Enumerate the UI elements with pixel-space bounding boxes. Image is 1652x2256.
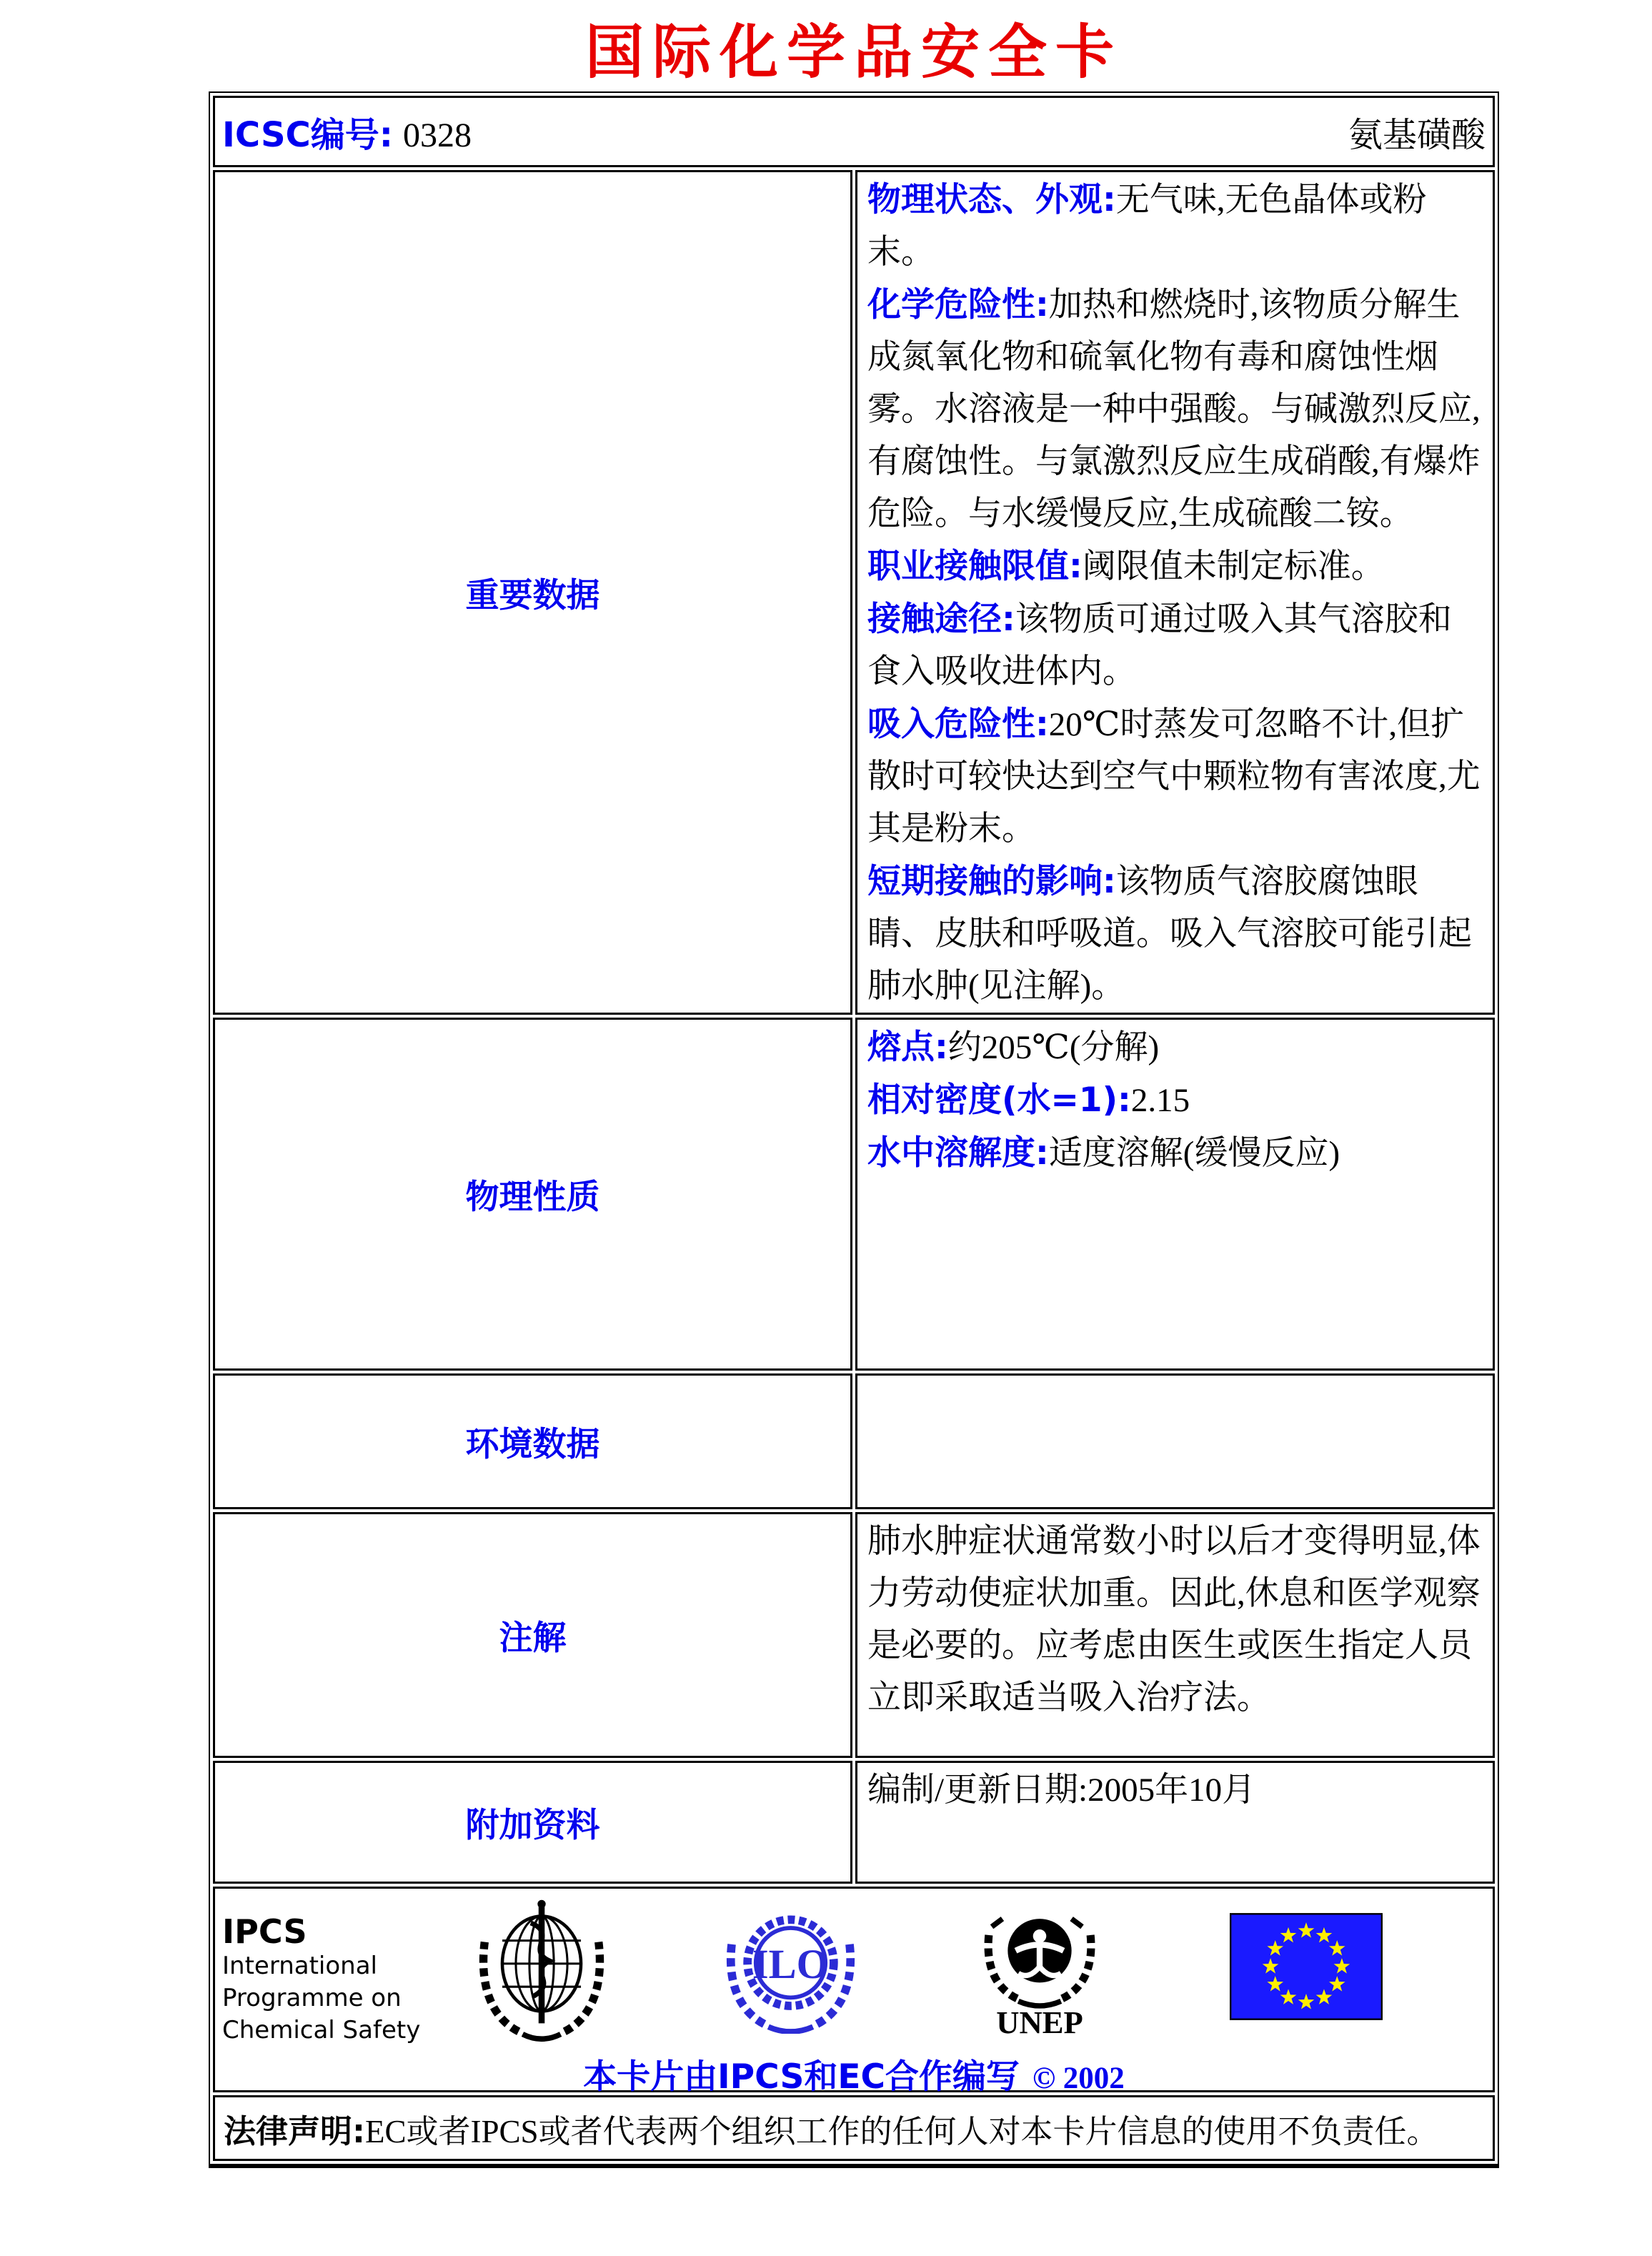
legal-notice-label: 法律声明: [224,2112,365,2150]
environmental-data-content [855,1373,1495,1509]
section-cell-important-data [213,170,852,1015]
field-short-term-effects: 短期接触的影响:该物质气溶胶腐蚀眼睛、皮肤和呼吸道。吸入气溶胶可能引起肺水肿(见注解)。 [867,862,1472,1005]
section-label-environmental-data: 环境数据 [465,1424,600,1464]
field-occupational-exposure-limits: 职业接触限值:阈限值未制定标准。 [867,547,1385,586]
ipcs-subtitle-line2: Programme on [222,1984,402,2012]
eu-flag-icon [1230,1913,1383,2024]
important-data-content [855,170,1495,1015]
unep-wordmark: UNEP [996,2004,1083,2037]
field-relative-density: 相对密度(水=1):2.15 [867,1080,1190,1120]
section-label-additional-information: 附加资料 [465,1805,600,1845]
icsc-number-label: ICSC编号: [222,114,393,155]
notes-text: 肺水肿症状通常数小时以后才变得明显,体力劳动使症状加重。因此,休息和医学观察是必要的。应考虑由医生或医生指定人员立即采取适当吸入治疗法。 [867,1523,1481,1716]
icsc-number-value: 0328 [402,116,472,154]
ilo-logo-icon [721,1902,860,2037]
field-physical-state: 物理状态、外观:无气味,无色晶体或粉末。 [867,180,1427,271]
section-cell-additional-information [213,1761,852,1884]
field-update-date: 编制/更新日期:2005年10月 [867,1771,1256,1809]
field-chemical-dangers: 化学危险性:加热和燃烧时,该物质分解生成氮氧化物和硫氧化物有毒和腐蚀性烟雾。水溶液是一种中强酸。与碱激烈反应,有腐蚀性。与氯激烈反应生成硝酸,有爆炸危险。与水缓慢反应,生成硫酸二铵。 [867,285,1481,532]
unep-logo-icon [973,1897,1106,2041]
field-melting-point: 熔点:约205℃(分解) [867,1028,1160,1067]
ipcs-subtitle-line1: International [222,1952,377,1980]
notes-content [855,1512,1495,1758]
additional-information-content [855,1761,1495,1884]
cooperation-caption-text: 本卡片由IPCS和EC合作编写 [583,2057,1020,2097]
cooperation-caption [215,2050,1493,2098]
who-logo-icon [474,1896,609,2046]
section-cell-environmental-data [213,1373,852,1509]
ipcs-title: IPCS [222,1912,307,1951]
card-header-row [213,96,1495,167]
field-water-solubility: 水中溶解度:适度溶解(缓慢反应) [867,1133,1340,1173]
organizations-row [213,1887,1495,2097]
ipcs-block [222,1913,420,2047]
section-label-physical-properties: 物理性质 [465,1177,600,1217]
section-cell-notes [213,1512,852,1758]
svg-text:ILO: ILO [752,1941,830,1988]
section-label-notes: 注解 [499,1618,567,1658]
legal-notice-row [213,2095,1495,2161]
field-inhalation-risk: 吸入危险性:20℃时蒸发可忽略不计,但扩散时可较快达到空气中颗粒物有害浓度,尤其是粉末。 [867,705,1481,848]
icsc-card-table [209,91,1499,2168]
legal-notice-text: EC或者IPCS或者代表两个组织工作的任何人对本卡片信息的使用不负责任。 [365,2113,1439,2150]
ipcs-subtitle-line3: Chemical Safety [222,2016,421,2044]
copyright-text: © 2002 [1032,2062,1125,2095]
section-cell-physical-properties [213,1018,852,1371]
physical-properties-content [855,1018,1495,1371]
chemical-name: 氨基磺酸 [1348,116,1486,154]
section-label-important-data: 重要数据 [465,575,600,615]
field-routes-of-exposure: 接触途径:该物质可通过吸入其气溶胶和食入吸收进体内。 [867,600,1452,690]
page-title: 国际化学品安全卡 [584,18,1123,86]
